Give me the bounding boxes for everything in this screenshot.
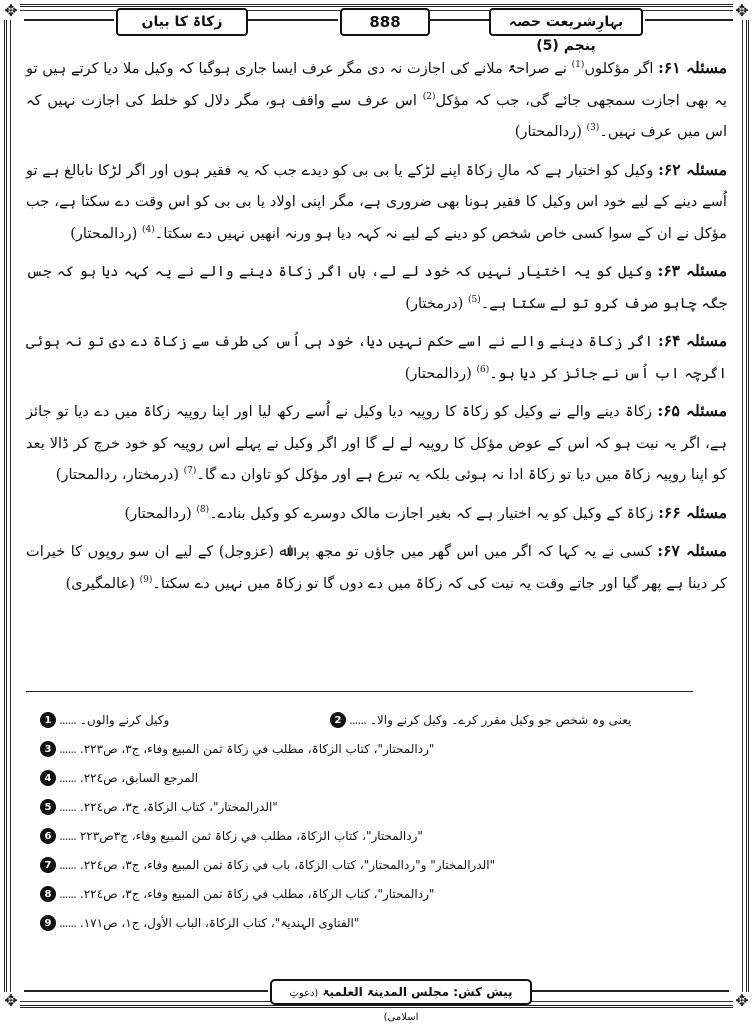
masla-64: مسئلہ ۶۴: اگر زکاۃ دینے والے نے اسے حکم نہیں دیا، خود ہی اُس کی طرف سے زکاۃ دے دی تو نہ ہوئی اگرچہ اب اُس نے جائز کر دیا ہو۔$^{(6)}$ (ردالمحتار): [26, 331, 728, 382]
footnote-text: المرجع السابق، ص۲۲٤.: [79, 771, 199, 785]
book-title: بہارِشریعت حصہ پنجم (5): [489, 8, 643, 36]
footnote-text: "الدرالمختار"، کتاب الزکاۃ، ج۳، ص۲۲٤.: [79, 800, 278, 814]
footnote-ref: (1): [571, 60, 585, 71]
footnote-ref: (5): [467, 294, 481, 305]
masla-67: مسئلہ ۶۷: کسی نے یہ کہا کہ اگر میں اس گھر میں جاؤں تو مجھ پر اﷲ (عزوجل) کے لیے ان سو روپوں کا خیرات کر دینا ہے پھر گیا اور جاتے وقت یہ نیت کی کہ زکاۃ میں دے دوں گا تو زکاۃ میں نہیں دے سکتا۔$^{(9)}$ (عالمگیری): [26, 541, 728, 592]
publisher-box: [270, 979, 532, 1023]
footer-rule: [529, 990, 729, 992]
footnote-ref: (4): [142, 224, 155, 235]
footnote-number: 3: [40, 741, 56, 757]
masla-label: مسئلہ ۶۲:: [658, 159, 728, 179]
footnote-5: 5 ...... "الدرالمختار"، کتاب الزکاۃ، ج۳، ص۲۲٤.: [40, 796, 278, 818]
footnote-ref: (7): [183, 466, 197, 477]
footnote-number: 6: [40, 828, 56, 844]
footnote-number: 9: [40, 915, 56, 931]
corner-ornament-icon: ✥: [2, 992, 20, 1010]
footnote-number: 8: [40, 886, 56, 902]
chapter-title: زکاۃ کا بیان: [116, 8, 248, 36]
masla-label: مسئلہ ۶۷:: [657, 541, 728, 560]
footnote-text: "ردالمحتار"، کتاب الزکاۃ، مطلب في زکاۃ ثمن المبیع وفاء، ج۳ص۲۲۳: [79, 829, 423, 843]
publisher-name: مجلس المدینۃ العلمیۃ: [322, 985, 450, 999]
masla-62: مسئلہ ۶۲: وکیل کو اختیار ہے کہ مالِ زکاۃ اپنے لڑکے یا بی بی کو دیدے جب کہ یہ فقیر ہوں اور اگر لڑکا نابالغ ہے تو اُسے دینے کے لیے خود اس وکیل کا فقیر ہونا بھی ضروری ہے، مگر اپنی اولاد یا بی بی کو اس وقت دے سکتا ہے، جب مؤکل نے ان کے سوا کسی خاص شخص کو دینے کے لیے نہ کہہ دیا ہو ورنہ انھیں نہیں دے سکتا۔$^{(4)}$ (ردالمحتار): [26, 159, 728, 242]
source-ref: (عالمگیری): [65, 574, 140, 592]
corner-ornament-icon: ✥: [733, 2, 751, 20]
corner-ornament-icon: ✥: [2, 2, 20, 20]
footnote-text: "ردالمحتار"، کتاب الزکاۃ، مطلب في زکاۃ ثمن المبیع وفاء، ج۳، ص۲۲٤.: [79, 887, 435, 901]
footnote-ref: (9): [139, 574, 153, 585]
footnote-2: 2 ...... یعنی وہ شخص جو وکیل مقرر کرے۔ وکیل کرنے والا۔: [330, 709, 631, 731]
footnote-4: 4 ...... المرجع السابق، ص۲۲٤.: [40, 767, 198, 789]
publisher-note: (دعوتِ اسلامی): [289, 988, 419, 1023]
masla-66: مسئلہ ۶۶: زکاۃ کے وکیل کو یہ اختیار ہے کہ بغیر اجازت مالک دوسرے کو وکیل بنادے۔$^{(8)}$ (ردالمحتار): [124, 502, 727, 522]
footnote-separator: [26, 691, 693, 692]
footnote-8: 8 ...... "ردالمحتار"، کتاب الزکاۃ، مطلب في زکاۃ ثمن المبیع وفاء، ج۳، ص۲۲٤.: [40, 883, 434, 905]
header-rule: [246, 19, 338, 21]
footnote-text: وکیل کرنے والوں۔: [79, 713, 170, 727]
footnote-ref: (6): [476, 364, 490, 375]
header-rule: [645, 19, 733, 21]
footer-rule: [24, 990, 268, 992]
source-ref: (درمختار): [405, 294, 468, 312]
masla-65: مسئلہ ۶۵: زکاۃ دینے والے نے وکیل کو زکاۃ کا روپیہ دیا وکیل نے اُسے رکھ لیا اور اپنا روپیہ زکاۃ میں دے دیا تو جائز ہے، اگر یہ نیت ہو کہ اس کے عوض مؤکل کا روپیہ لے لے گا اور اگر وکیل نے پہلے اس روپیہ کو خود خرچ کر ڈالا بعد کو اپنا روپیہ زکاۃ میں دیا تو زکاۃ ادا نہ ہوئی بلکہ یہ تبرع ہے اور مؤکل کو تاوان دے گا۔$^{(7)}$ (درمختار، ردالمحتار): [26, 401, 727, 483]
source-ref: (ردالمحتار): [404, 364, 477, 382]
page-footer: [20, 978, 733, 1023]
footnote-number: 7: [40, 857, 56, 873]
masla-63: مسئلہ ۶۳: وکیل کو یہ اختیار نہیں کہ خود لے لے، ہاں اگر زکاۃ دینے والے نے یہ کہہ دیا ہو کہ جس جگہ چاہو صرف کرو تو لے سکتا ہے۔$^{(5)}$ (درمختار): [26, 261, 727, 312]
footnote-text: "الفتاوی الہندیۃ"، کتاب الزکاۃ، الباب الأول، ج۱، ص۱۷۱.: [79, 916, 360, 930]
footnote-1: 1 ...... وکیل کرنے والوں۔: [40, 709, 169, 731]
footnote-text: یعنی وہ شخص جو وکیل مقرر کرے۔ وکیل کرنے والا۔: [369, 713, 632, 727]
page-number: 888: [340, 8, 430, 36]
footnote-ref: (2): [422, 91, 436, 102]
masla-61: مسئلہ ۶۱: اگر مؤکلوں$^{(1)}$ نے صراحۃً ملانے کی اجازت نہ دی مگر عرف ایسا جاری ہوگیا کہ وکیل ملا دیا کرتے ہیں تو یہ بھی اجازت سمجھی جائے گی، جب کہ مؤکل$^{(2)}$ اس عرف سے واقف ہو، مگر دلال کو خلط کی اجازت نہیں کہ اس میں عرف نہیں۔$^{(3)}$ (ردالمحتار): [26, 58, 727, 140]
masla-label: مسئلہ ۶۴:: [657, 331, 728, 350]
masla-label: مسئلہ ۶۵:: [657, 401, 727, 420]
main-text: [26, 52, 727, 605]
footnote-ref: (8): [196, 504, 210, 515]
source-ref: (ردالمحتار): [70, 224, 143, 242]
footnote-number: 2: [330, 712, 346, 728]
footnote-6: 6 ...... "ردالمحتار"، کتاب الزکاۃ، مطلب في زکاۃ ثمن المبیع وفاء، ج۳ص۲۲۳: [40, 825, 423, 847]
header-rule: [24, 19, 114, 21]
footnote-text: "ردالمحتار"، کتاب الزکاۃ، مطلب في زکاۃ ثمن المبیع وفاء، ج۳، ص۲۲۳.: [79, 742, 435, 756]
footnote-number: 4: [40, 770, 56, 786]
footnote-3: 3 ...... "ردالمحتار"، کتاب الزکاۃ، مطلب في زکاۃ ثمن المبیع وفاء، ج۳، ص۲۲۳.: [40, 738, 434, 760]
page-header: [20, 6, 733, 54]
masla-label: مسئلہ ۶۳:: [657, 261, 727, 280]
footnote-number: 1: [40, 712, 56, 728]
footnote-number: 5: [40, 799, 56, 815]
source-ref: (ردالمحتار): [124, 504, 197, 522]
masla-label: مسئلہ ۶۱:: [658, 58, 727, 77]
source-ref: (ردالمحتار): [514, 123, 587, 140]
masla-label: مسئلہ ۶۶:: [658, 502, 727, 522]
corner-ornament-icon: ✥: [733, 992, 751, 1010]
source-ref: (درمختار، ردالمحتار): [55, 466, 184, 483]
footnote-text: "الدرالمختار" و"ردالمحتار"، کتاب الزکاۃ، باب في زکاۃ ثمن المبیع وفاء، ج۳، ص۲۲٤.: [79, 858, 496, 872]
footnote-ref: (3): [586, 123, 600, 134]
header-rule: [428, 19, 494, 21]
footnote-7: 7 ...... "الدرالمختار" و"ردالمحتار"، کتاب الزکاۃ، باب في زکاۃ ثمن المبیع وفاء، ج۳، ص۲۲٤.: [40, 854, 495, 876]
footnote-9: 9 ...... "الفتاوی الہندیۃ"، کتاب الزکاۃ، الباب الأول، ج۱، ص۱۷۱.: [40, 912, 359, 934]
presenter-label: پیش کش:: [453, 985, 513, 999]
